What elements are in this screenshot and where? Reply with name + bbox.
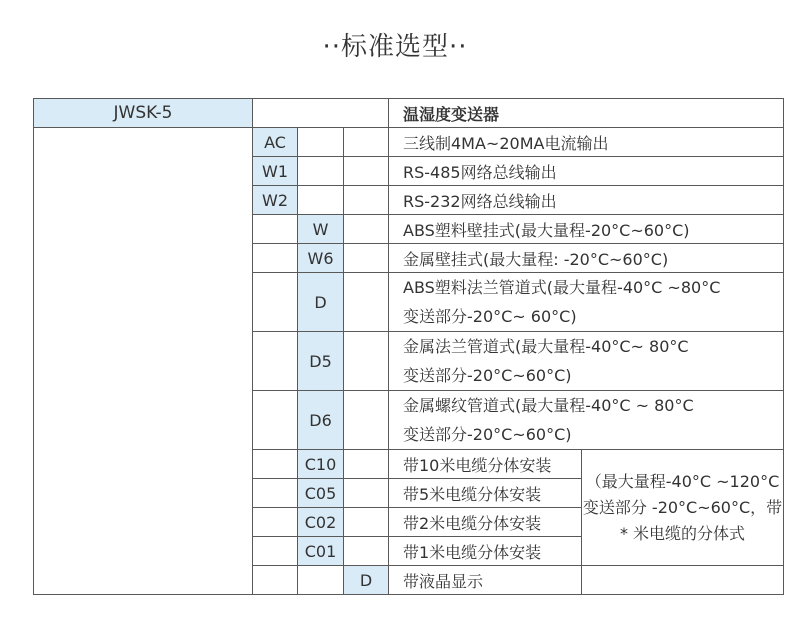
empty-cell xyxy=(253,391,298,450)
duct-desc-line: 变送部分-20°C~60°C) xyxy=(403,425,572,444)
cable-desc-cell: 带1米电缆分体安装 xyxy=(389,537,582,566)
empty-cell xyxy=(298,566,344,595)
empty-cell xyxy=(253,479,298,508)
duct-desc-cell xyxy=(389,391,784,450)
empty-cell xyxy=(344,186,389,215)
duct-code-cell: D5 xyxy=(298,332,344,391)
empty-cell xyxy=(344,128,389,157)
empty-cell xyxy=(582,566,784,595)
output-desc-cell: 三线制4MA~20MA电流输出 xyxy=(389,128,784,157)
duct-desc-cell xyxy=(389,332,784,391)
mount-desc-cell: 金属壁挂式(最大量程: -20°C~60°C) xyxy=(389,244,784,273)
output-desc-cell: RS-232网络总线输出 xyxy=(389,186,784,215)
duct-desc-line: 变送部分-20°C~ 60°C) xyxy=(403,307,577,326)
table-row xyxy=(34,99,784,128)
empty-cell xyxy=(344,479,389,508)
duct-code-cell: D xyxy=(298,273,344,332)
empty-cell xyxy=(344,332,389,391)
cable-code-cell: C05 xyxy=(298,479,344,508)
display-desc-cell: 带液晶显示 xyxy=(389,566,582,595)
empty-cell xyxy=(253,508,298,537)
display-code-cell: D xyxy=(344,566,389,595)
empty-cell xyxy=(253,99,389,128)
empty-cell xyxy=(344,391,389,450)
duct-desc-line: ABS塑料法兰管道式(最大量程-40°C ~80°C xyxy=(403,278,721,297)
output-desc-cell: RS-485网络总线输出 xyxy=(389,157,784,186)
empty-cell xyxy=(253,566,298,595)
duct-desc-line: 金属螺纹管道式(最大量程-40°C ~ 80°C xyxy=(403,396,694,415)
duct-code-cell: D6 xyxy=(298,391,344,450)
mount-desc-cell: ABS塑料壁挂式(最大量程-20°C~60°C) xyxy=(389,215,784,244)
output-code-cell: AC xyxy=(253,128,298,157)
cable-code-cell: C10 xyxy=(298,450,344,479)
empty-cell xyxy=(298,128,344,157)
empty-cell xyxy=(344,537,389,566)
cable-desc-cell: 带5米电缆分体安装 xyxy=(389,479,582,508)
duct-desc-line: 金属法兰管道式(最大量程-40°C~ 80°C xyxy=(403,337,689,356)
empty-cell xyxy=(344,273,389,332)
cable-code-cell: C02 xyxy=(298,508,344,537)
output-code-cell: W1 xyxy=(253,157,298,186)
model-selection-table xyxy=(33,98,784,595)
empty-cell xyxy=(344,508,389,537)
product-name-cell: 温湿度变送器 xyxy=(389,99,784,128)
duct-desc-line: 变送部分-20°C~60°C) xyxy=(403,366,572,385)
empty-cell xyxy=(253,244,298,273)
empty-cell xyxy=(34,128,253,595)
output-code-cell: W2 xyxy=(253,186,298,215)
mount-code-cell: W6 xyxy=(298,244,344,273)
cable-note-cell: （最大量程-40°C ~120°C 变送部分 -20°C~60°C，带* 米电缆的分体式 xyxy=(582,450,784,566)
empty-cell xyxy=(298,186,344,215)
empty-cell xyxy=(253,273,298,332)
cable-code-cell: C01 xyxy=(298,537,344,566)
cable-desc-cell: 带10米电缆分体安装 xyxy=(389,450,582,479)
empty-cell xyxy=(344,157,389,186)
empty-cell xyxy=(253,332,298,391)
page-title: ··标准选型·· xyxy=(322,32,468,62)
table-row xyxy=(34,128,784,157)
empty-cell xyxy=(298,157,344,186)
empty-cell xyxy=(253,537,298,566)
mount-code-cell: W xyxy=(298,215,344,244)
empty-cell xyxy=(344,244,389,273)
duct-desc-cell xyxy=(389,273,784,332)
empty-cell xyxy=(253,215,298,244)
empty-cell xyxy=(344,215,389,244)
empty-cell xyxy=(253,450,298,479)
empty-cell xyxy=(344,450,389,479)
cable-desc-cell: 带2米电缆分体安装 xyxy=(389,508,582,537)
model-code-cell: JWSK-5 xyxy=(34,99,253,128)
